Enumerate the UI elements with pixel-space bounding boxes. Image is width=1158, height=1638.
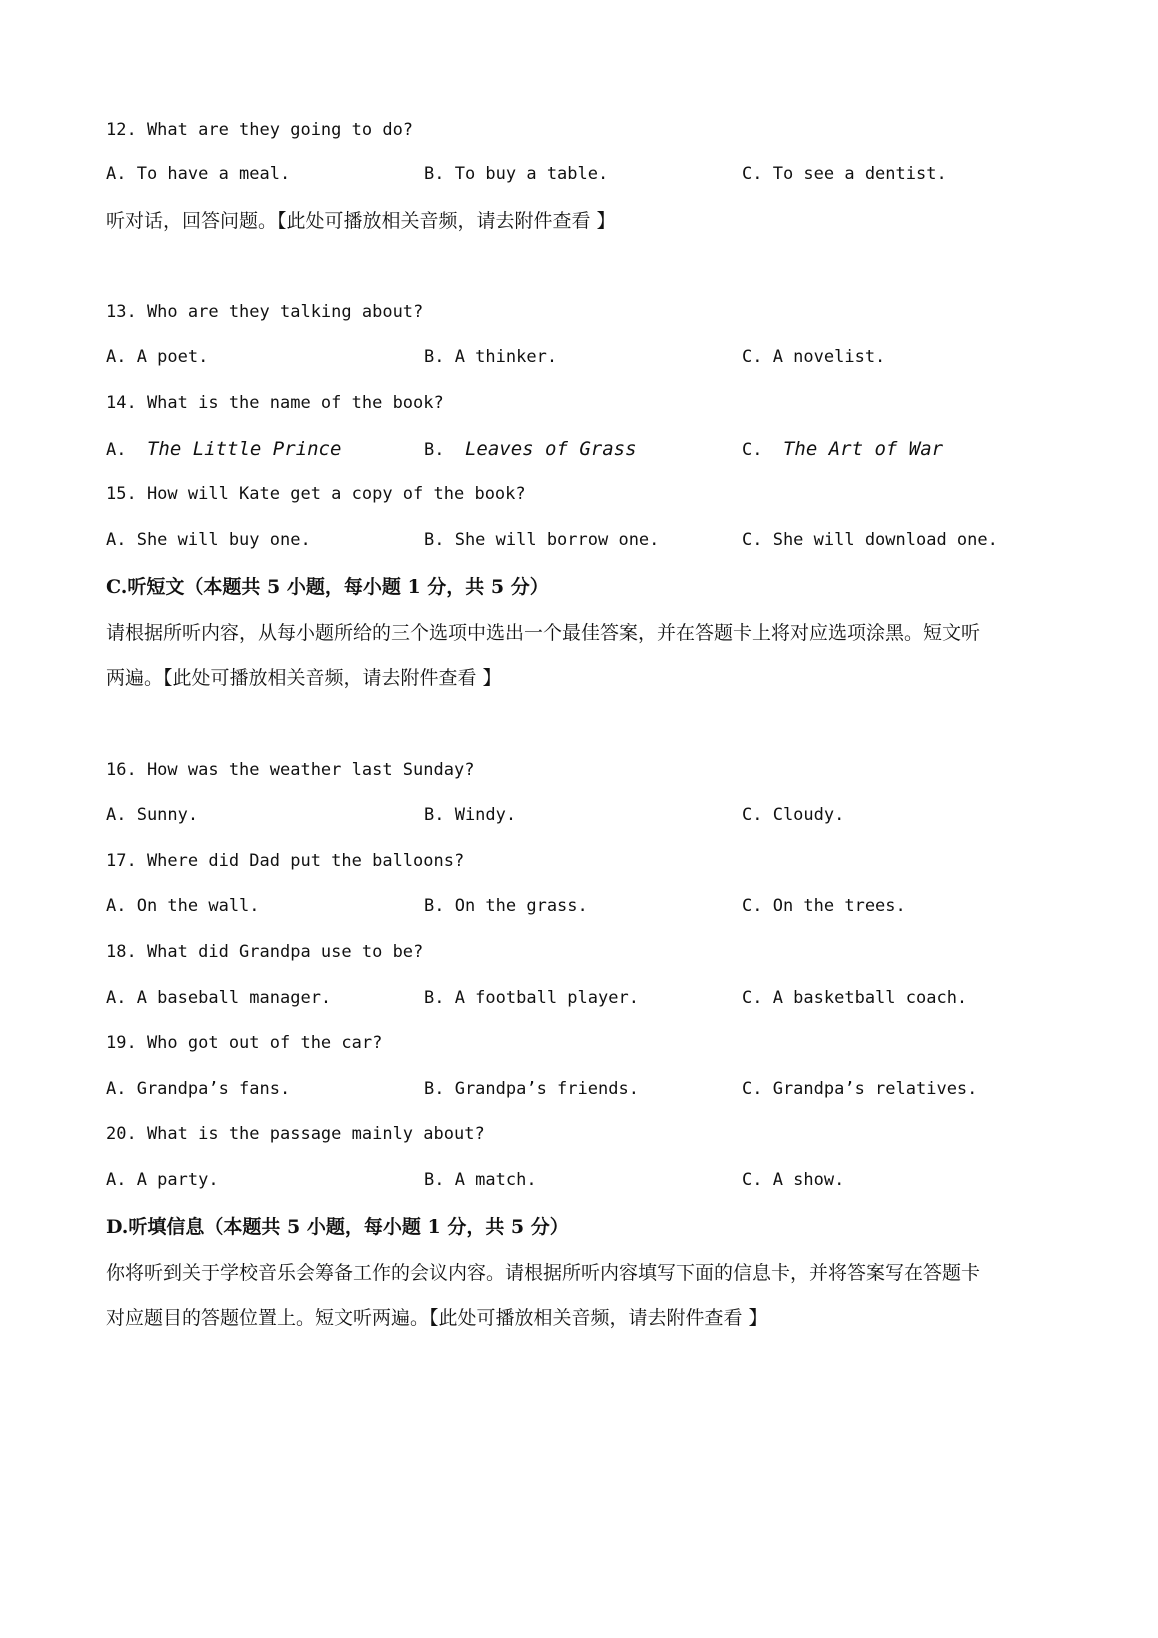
question-12-option-c: C. To see a dentist. — [742, 164, 947, 184]
question-18-stem: 18. What did Grandpa use to be? — [106, 942, 424, 962]
question-14-option-b — [424, 438, 637, 460]
book-title: The Art of War — [782, 438, 944, 460]
question-17-option-b: B. On the grass. — [424, 896, 588, 916]
question-18-option-b: B. A football player. — [424, 988, 639, 1008]
question-16-option-b: B. Windy. — [424, 805, 517, 825]
question-19-option-c: C. Grandpa’s relatives. — [742, 1079, 978, 1099]
question-17-option-a: A. On the wall. — [106, 896, 260, 916]
section-c-heading: C.听短文（本题共 5 小题，每小题 1 分，共 5 分） — [106, 576, 549, 598]
question-17-stem: 17. Where did Dad put the balloons? — [106, 851, 465, 871]
question-15-stem: 15. How will Kate get a copy of the book? — [106, 484, 526, 504]
question-20-option-b: B. A match. — [424, 1170, 537, 1190]
book-title: Leaves of Grass — [464, 438, 637, 460]
question-19-stem: 19. Who got out of the car? — [106, 1033, 383, 1053]
section-d-instruction-line-1: 你将听到关于学校音乐会筹备工作的会议内容。请根据所听内容填写下面的信息卡，并将答案写在答题卡 — [106, 1262, 981, 1284]
question-15-option-c: C. She will download one. — [742, 530, 998, 550]
question-13-option-c: C. A novelist. — [742, 347, 886, 367]
question-17-option-c: C. On the trees. — [742, 896, 906, 916]
question-14-option-c — [742, 438, 943, 460]
question-16-stem: 16. How was the weather last Sunday? — [106, 760, 475, 780]
option-letter: C. — [742, 440, 783, 460]
question-13-option-a: A. A poet. — [106, 347, 209, 367]
question-15-option-b: B. She will borrow one. — [424, 530, 660, 550]
question-12-option-b: B. To buy a table. — [424, 164, 609, 184]
option-letter: B. — [424, 440, 465, 460]
section-c-instruction-line-1: 请根据所听内容，从每小题所给的三个选项中选出一个最佳答案，并在答题卡上将对应选项涂黑。短文听 — [106, 622, 981, 644]
section-c-instruction-line-2: 两遍。【此处可播放相关音频，请去附件查看 】 — [106, 667, 502, 689]
section-d-instruction-line-2: 对应题目的答题位置上。短文听两遍。【此处可播放相关音频，请去附件查看 】 — [106, 1307, 768, 1329]
question-18-option-a: A. A baseball manager. — [106, 988, 332, 1008]
question-19-option-a: A. Grandpa’s fans. — [106, 1079, 291, 1099]
book-title: The Little Prince — [146, 438, 342, 460]
question-16-option-c: C. Cloudy. — [742, 805, 845, 825]
question-18-option-c: C. A basketball coach. — [742, 988, 968, 1008]
question-15-option-a: A. She will buy one. — [106, 530, 311, 550]
question-20-option-a: A. A party. — [106, 1170, 219, 1190]
question-20-stem: 20. What is the passage mainly about? — [106, 1124, 485, 1144]
question-16-option-a: A. Sunny. — [106, 805, 199, 825]
question-12-stem: 12. What are they going to do? — [106, 120, 414, 140]
option-letter: A. — [106, 440, 147, 460]
question-13-option-b: B. A thinker. — [424, 347, 558, 367]
question-13-stem: 13. Who are they talking about? — [106, 302, 424, 322]
question-20-option-c: C. A show. — [742, 1170, 845, 1190]
question-14-option-a — [106, 438, 341, 460]
section-d-heading: D.听填信息（本题共 5 小题，每小题 1 分，共 5 分） — [106, 1216, 569, 1238]
listening-instruction: 听对话，回答问题。【此处可播放相关音频，请去附件查看 】 — [106, 210, 616, 232]
question-12-option-a: A. To have a meal. — [106, 164, 291, 184]
question-19-option-b: B. Grandpa’s friends. — [424, 1079, 639, 1099]
question-14-stem: 14. What is the name of the book? — [106, 393, 444, 413]
